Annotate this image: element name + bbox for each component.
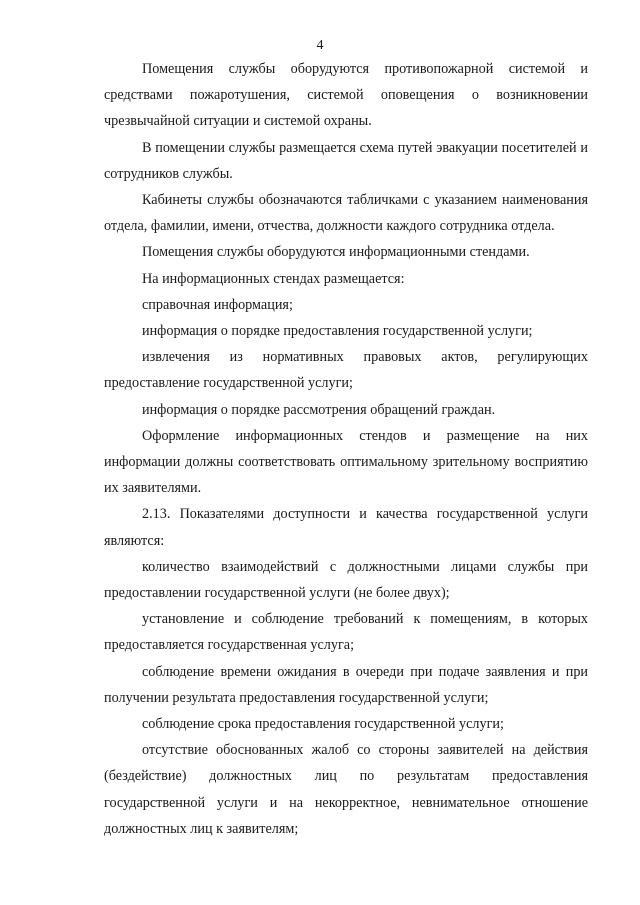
document-body — [104, 56, 588, 842]
list-item-premises-requirements: установление и соблюдение требований к помещениям, в которых предоставляется государственная услуга; — [104, 611, 588, 654]
paragraph-section-2-13: 2.13. Показателями доступности и качества государственной услуги являются: — [104, 506, 588, 549]
list-item-legal-extracts: извлечения из нормативных правовых актов, регулирующих предоставление государственной услуги; — [104, 349, 588, 392]
paragraph-evacuation-scheme: В помещении службы размещается схема путей эвакуации посетителей и сотрудников службы. — [104, 139, 588, 182]
paragraph-fire-safety: Помещения службы оборудуются противопожарной системой и средствами пожаротушения, системой оповещения о возникновении чрезвычайной ситуации и системой охраны. — [104, 61, 588, 130]
list-item-no-complaints: отсутствие обоснованных жалоб со стороны заявителей на действия (бездействие) должностных лиц по результатам предоставления государственной услуги и на некорректное, невнимательное отношение должностных лиц к заявителям; — [104, 742, 588, 837]
list-item-reference-info: справочная информация; — [142, 296, 293, 313]
list-item-interactions-count: количество взаимодействий с должностными лицами службы при предоставлении государственной услуги (не более двух); — [104, 558, 588, 602]
list-item-waiting-time: соблюдение времени ожидания в очереди при подаче заявления и при получении результата предоставления государственной услуги; — [104, 663, 588, 706]
list-item-service-procedure: информация о порядке предоставления государственной услуги; — [142, 323, 533, 340]
list-item-appeals-procedure: информация о порядке рассмотрения обращений граждан. — [142, 401, 496, 418]
list-item-service-deadline: соблюдение срока предоставления государственной услуги; — [142, 716, 504, 733]
page-number: 4 — [316, 38, 324, 53]
paragraph-stands-contents-intro: На информационных стендах размещается: — [142, 270, 405, 287]
paragraph-office-signs: Кабинеты службы обозначаются табличками с указанием наименования отдела, фамилии, имени, отчества, должности каждого сотрудника отдела. — [104, 192, 588, 235]
paragraph-info-stands: Помещения службы оборудуются информационными стендами. — [142, 244, 530, 261]
paragraph-stands-design: Оформление информационных стендов и размещение на них информации должны соответствовать оптимальному зрительному восприятию их заявителями. — [104, 427, 588, 497]
